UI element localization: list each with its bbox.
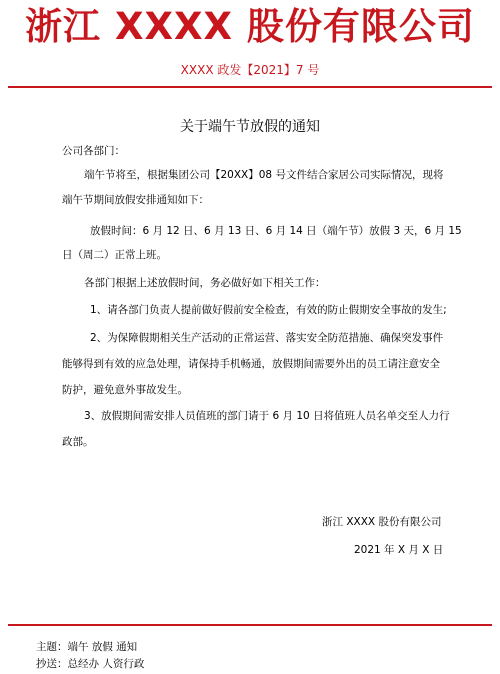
list-item-3-line-2: 政部。 (62, 436, 94, 448)
list-item-3-line-1: 3、放假期间需安排人员值班的部门请于 6 月 10 日将值班人员名单交至人力行 (84, 410, 450, 422)
list-item-1-line-1: 1、请各部门负责人提前做好假前安全检查，有效的防止假期安全事故的发生; (90, 304, 447, 316)
notice-title: 关于端午节放假的通知 (180, 119, 320, 135)
list-item-2-line-3: 防护，避免意外事故发生。 (62, 384, 188, 396)
header-divider (8, 86, 492, 88)
paragraph-1-line-1: 端午节将至，根据集团公司【20XX】08 号文件结合家居公司实际情况，现将 (84, 169, 444, 181)
list-item-2-line-2: 能够得到有效的应急处理，请保持手机畅通，放假期间需要外出的员工请注意安全 (62, 358, 440, 370)
paragraph-2-line-2: 日（周二）正常上班。 (62, 249, 167, 261)
paragraph-3-line-1: 各部门根据上述放假时间，务必做好如下相关工作： (84, 277, 326, 289)
paragraph-2-line-1: 放假时间：6 月 12 日、6 月 13 日、6 月 14 日（端午节）放假 3 天，6 月 15 (90, 225, 462, 237)
document-number: XXXX 政发【2021】7 号 (180, 63, 320, 77)
footer-divider (8, 624, 492, 626)
signature-date: 2021 年 X 月 X 日 (354, 544, 444, 556)
salutation: 公司各部门： (62, 145, 125, 157)
paragraph-1-line-2: 端午节期间放假安排通知如下： (62, 194, 209, 206)
footer-cc: 抄送：总经办 人资行政 (36, 658, 145, 670)
company-header-title: 浙江 XXXX 股份有限公司 (25, 5, 475, 48)
footer-subject: 主题：端午 放假 通知 (36, 641, 138, 653)
list-item-2-line-1: 2、为保障假期相关生产活动的正常运营、落实安全防范措施、确保突发事件 (90, 332, 444, 344)
signature-company: 浙江 XXXX 股份有限公司 (322, 516, 442, 528)
